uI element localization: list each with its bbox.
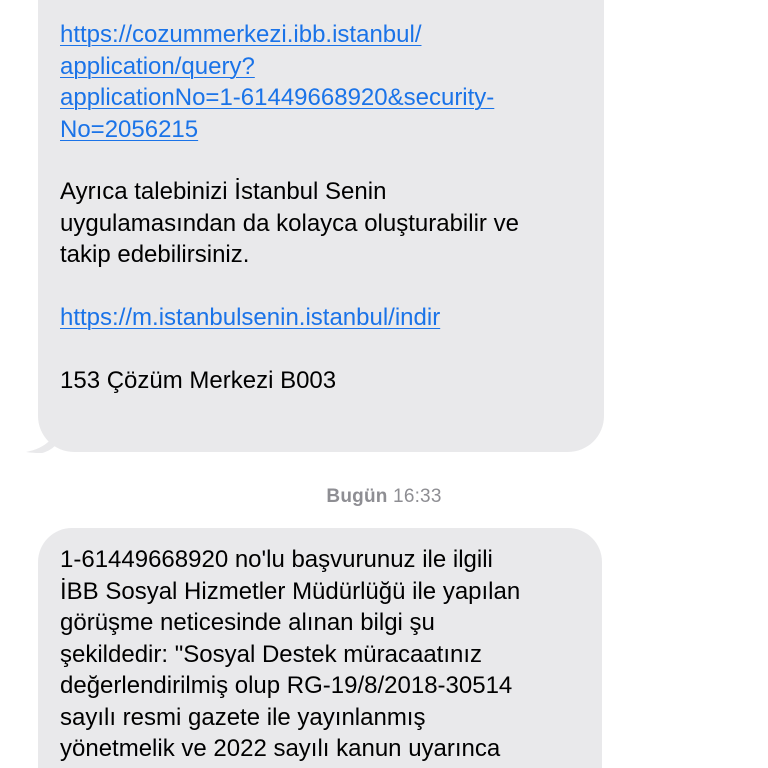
- timestamp-time: 16:33: [393, 486, 442, 507]
- message-text: Ayrıca talebinizi İstanbul Senin uygulamasından da kolayca oluşturabilir ve takip edebilirsiniz.: [60, 178, 519, 268]
- timestamp-day: Bugün: [326, 486, 388, 507]
- message-bubble[interactable]: [38, 528, 602, 768]
- message-link[interactable]: https://cozummerkezi.ibb.istanbul/ application/query? applicationNo=1-61449668920&security- No=2056215: [60, 21, 495, 143]
- message-signature: 153 Çözüm Merkezi B003: [60, 367, 337, 394]
- message-link[interactable]: https://m.istanbulsenin.istanbul/indir: [60, 304, 441, 331]
- date-separator: [0, 486, 768, 508]
- message-text: 1-61449668920 no'lu başvurunuz ile ilgili İBB Sosyal Hizmetler Müdürlüğü ile yapılan görüşme neticesinde alınan bilgi şu şekildedir: "Sosyal Destek müracaatınız değerlendirilmiş olup RG-19/8/2018-30514 sayılı resmi gazete ile yayınlanmış yönetmelik ve 2022 sayılı kanun uyarınca: [60, 546, 521, 762]
- message-bubble[interactable]: [38, 0, 604, 452]
